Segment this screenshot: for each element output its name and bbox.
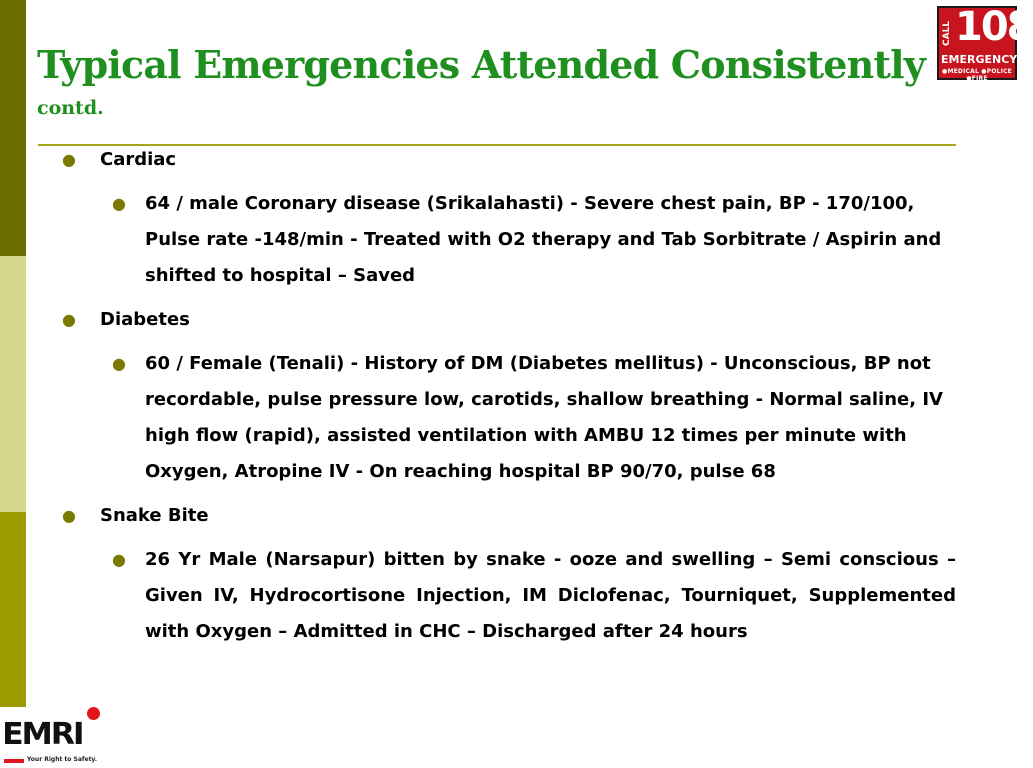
slide-title: Typical Emergencies Attended Consistently [37,42,926,87]
section-heading-label: Snake Bite [100,505,209,526]
bullet-icon: ● [112,354,126,373]
section-heading-snake-bite [60,498,956,534]
emri-logo-word: EMRI [2,717,83,752]
bullet-icon: ● [62,310,76,329]
sidebar-decoration [0,0,26,768]
case-text: 64 / male Coronary disease (Srikalahasti) - Severe chest pain, BP - 170/100, Pulse rate -148/min - Treated with O2 therapy and Tab Sorbitrate / Aspirin and shifted to hospital – Saved [145,193,942,286]
logo-services-text: ●MEDICAL ●POLICE ●FIRE [942,68,1012,82]
sidebar-block-mid [0,512,26,707]
section-heading-cardiac [60,142,956,178]
case-item-snake-bite [60,542,956,650]
bullet-icon: ● [112,550,126,569]
bullet-icon: ● [62,150,76,169]
logo-emergency-text: EMERGENCY [941,53,1018,66]
slide-content [60,140,956,658]
sidebar-block-dark [0,0,26,256]
bullet-icon: ● [112,194,126,213]
bullet-icon: ● [62,506,76,525]
case-text: 60 / Female (Tenali) - History of DM (Diabetes mellitus) - Unconscious, BP not recordable, pulse pressure low, carotids, shallow breathing - Normal saline, IV high flow (rapid), assisted ventilation with AMBU 12 times per minute with Oxygen, Atropine IV - On reaching hospital BP 90/70, pulse 68 [145,353,943,482]
case-item-cardiac [60,186,956,294]
logo-number: 108 [955,4,1033,50]
case-item-diabetes [60,346,956,490]
logo-call-text: CALL [942,20,952,46]
emri-logo [0,707,104,768]
emri-logo-dot [87,707,100,720]
section-heading-label: Cardiac [100,149,177,170]
emri-tagline-bar [4,759,24,763]
sidebar-block-light [0,256,26,512]
slide-subtitle: contd. [37,97,104,119]
call-108-logo [937,4,1033,82]
emri-tagline: Your Right to Safety. [27,756,98,763]
section-heading-label: Diabetes [100,309,190,330]
case-text: 26 Yr Male (Narsapur) bitten by snake - ooze and swelling – Semi conscious – Given IV, Hydrocortisone Injection, IM Diclofenac, Tourniquet, Supplemented with Oxygen – Admitted in CHC – Discharged after 24 hours [145,549,956,642]
section-heading-diabetes [60,302,956,338]
